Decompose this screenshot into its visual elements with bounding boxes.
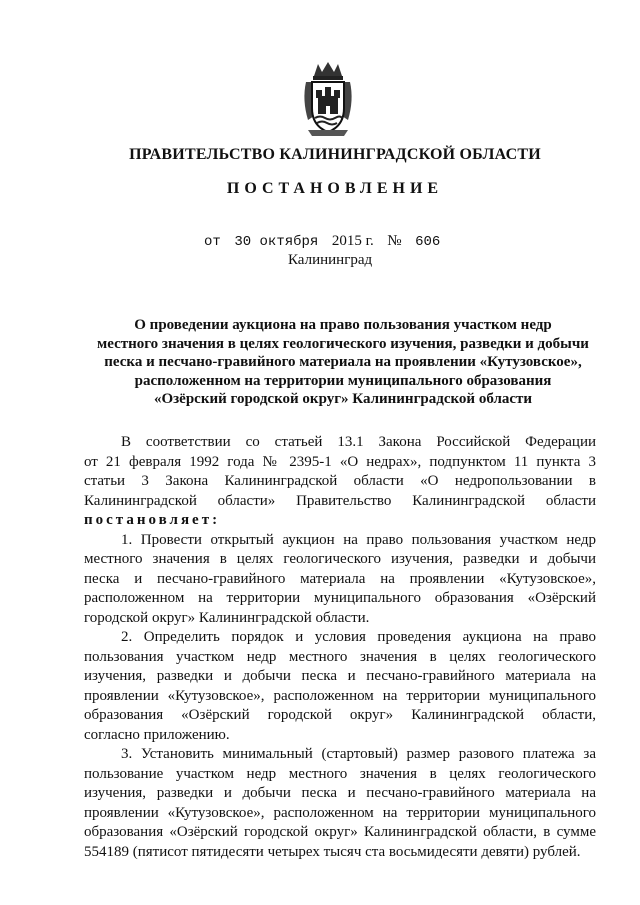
text-line: 554189 (пятисот пятидесяти четырех тысяч ста восьмидесяти девяти) рублей. xyxy=(84,843,581,860)
text-line: проявлении «Кутузовское», расположенном на территории муниципального xyxy=(84,687,596,704)
document-title xyxy=(88,316,598,409)
preamble-paragraph xyxy=(84,433,596,531)
text-line: изучения, разведки и добычи песка и песчано-гравийного материала на xyxy=(84,785,596,801)
text-line: местного значения в целях геологического изучения, разведки и добычи xyxy=(84,551,596,567)
organization-name: ПРАВИТЕЛЬСТВО КАЛИНИНГРАДСКОЙ ОБЛАСТИ xyxy=(129,146,541,163)
document-type: ПОСТАНОВЛЕНИЕ xyxy=(226,180,444,197)
date-prefix: от xyxy=(204,234,221,250)
title-line: О проведении аукциона на право пользования участком недр xyxy=(134,317,552,333)
title-line: расположенном на территории муниципального образования xyxy=(134,372,552,389)
text-line: пользования участком недр местного значения в целях геологического xyxy=(84,648,596,665)
text-line: городской округ» Калининградской области. xyxy=(84,609,370,626)
text-line: 2. Определить порядок и условия проведения аукциона на право xyxy=(121,629,596,645)
text-line: В соответствии со статьей 13.1 Закона Российской Федерации xyxy=(121,434,596,450)
text-line: пользование участком недр местного значения в целях геологического xyxy=(84,765,596,782)
title-line: местного значения в целях геологического изучения, разведки и добычи xyxy=(97,335,589,352)
number-sign: № xyxy=(387,233,402,249)
text-line: образования «Озёрский городской округ» Калининградской области, xyxy=(84,707,596,723)
text-line: статьи 3 Закона Калининградской области «О недропользовании в xyxy=(84,473,596,489)
text-line: 1. Провести открытый аукцион на право пользования участком недр xyxy=(121,531,596,548)
text-line: согласно приложению. xyxy=(84,726,230,743)
item-2-paragraph xyxy=(84,628,596,745)
kaliningrad-coat-of-arms-icon xyxy=(300,60,356,138)
text-line: от 21 февраля 1992 года № 2395-1 «О недрах», подпунктом 11 пункта 3 xyxy=(84,453,596,470)
title-line: «Озёрский городской округ» Калининградской области xyxy=(153,391,533,407)
document-number: 606 xyxy=(415,234,441,250)
text-line: песка и песчано-гравийного материала на проявлении «Кутузовское», xyxy=(84,570,596,587)
text-line: проявлении «Кутузовское», расположенном на территории муниципального xyxy=(84,804,596,821)
document-body xyxy=(84,433,596,862)
item-3-paragraph xyxy=(84,745,596,862)
text-line: расположенном на территории муниципального образования «Озёрский xyxy=(84,590,596,606)
text-line: изучения, разведки и добычи песка и песчано-гравийного материала на xyxy=(84,668,596,684)
text-line: образования «Озёрский городской округ» Калининградской области, в сумме xyxy=(84,824,596,840)
resolves-word: постановляет: xyxy=(84,512,221,528)
text-line: 3. Установить минимальный (стартовый) размер разового платежа за xyxy=(121,746,596,762)
date-value: 30 октября xyxy=(234,234,319,250)
date-year: 2015 г. xyxy=(331,233,374,249)
document-date-line xyxy=(204,233,440,250)
text-line: Калининградской области» Правительство Калининградской области xyxy=(84,492,596,509)
city-name: Калининград xyxy=(288,252,373,268)
item-1-paragraph xyxy=(84,531,596,629)
title-line: песка и песчано-гравийного материала на проявлении «Кутузовское», xyxy=(104,354,582,370)
